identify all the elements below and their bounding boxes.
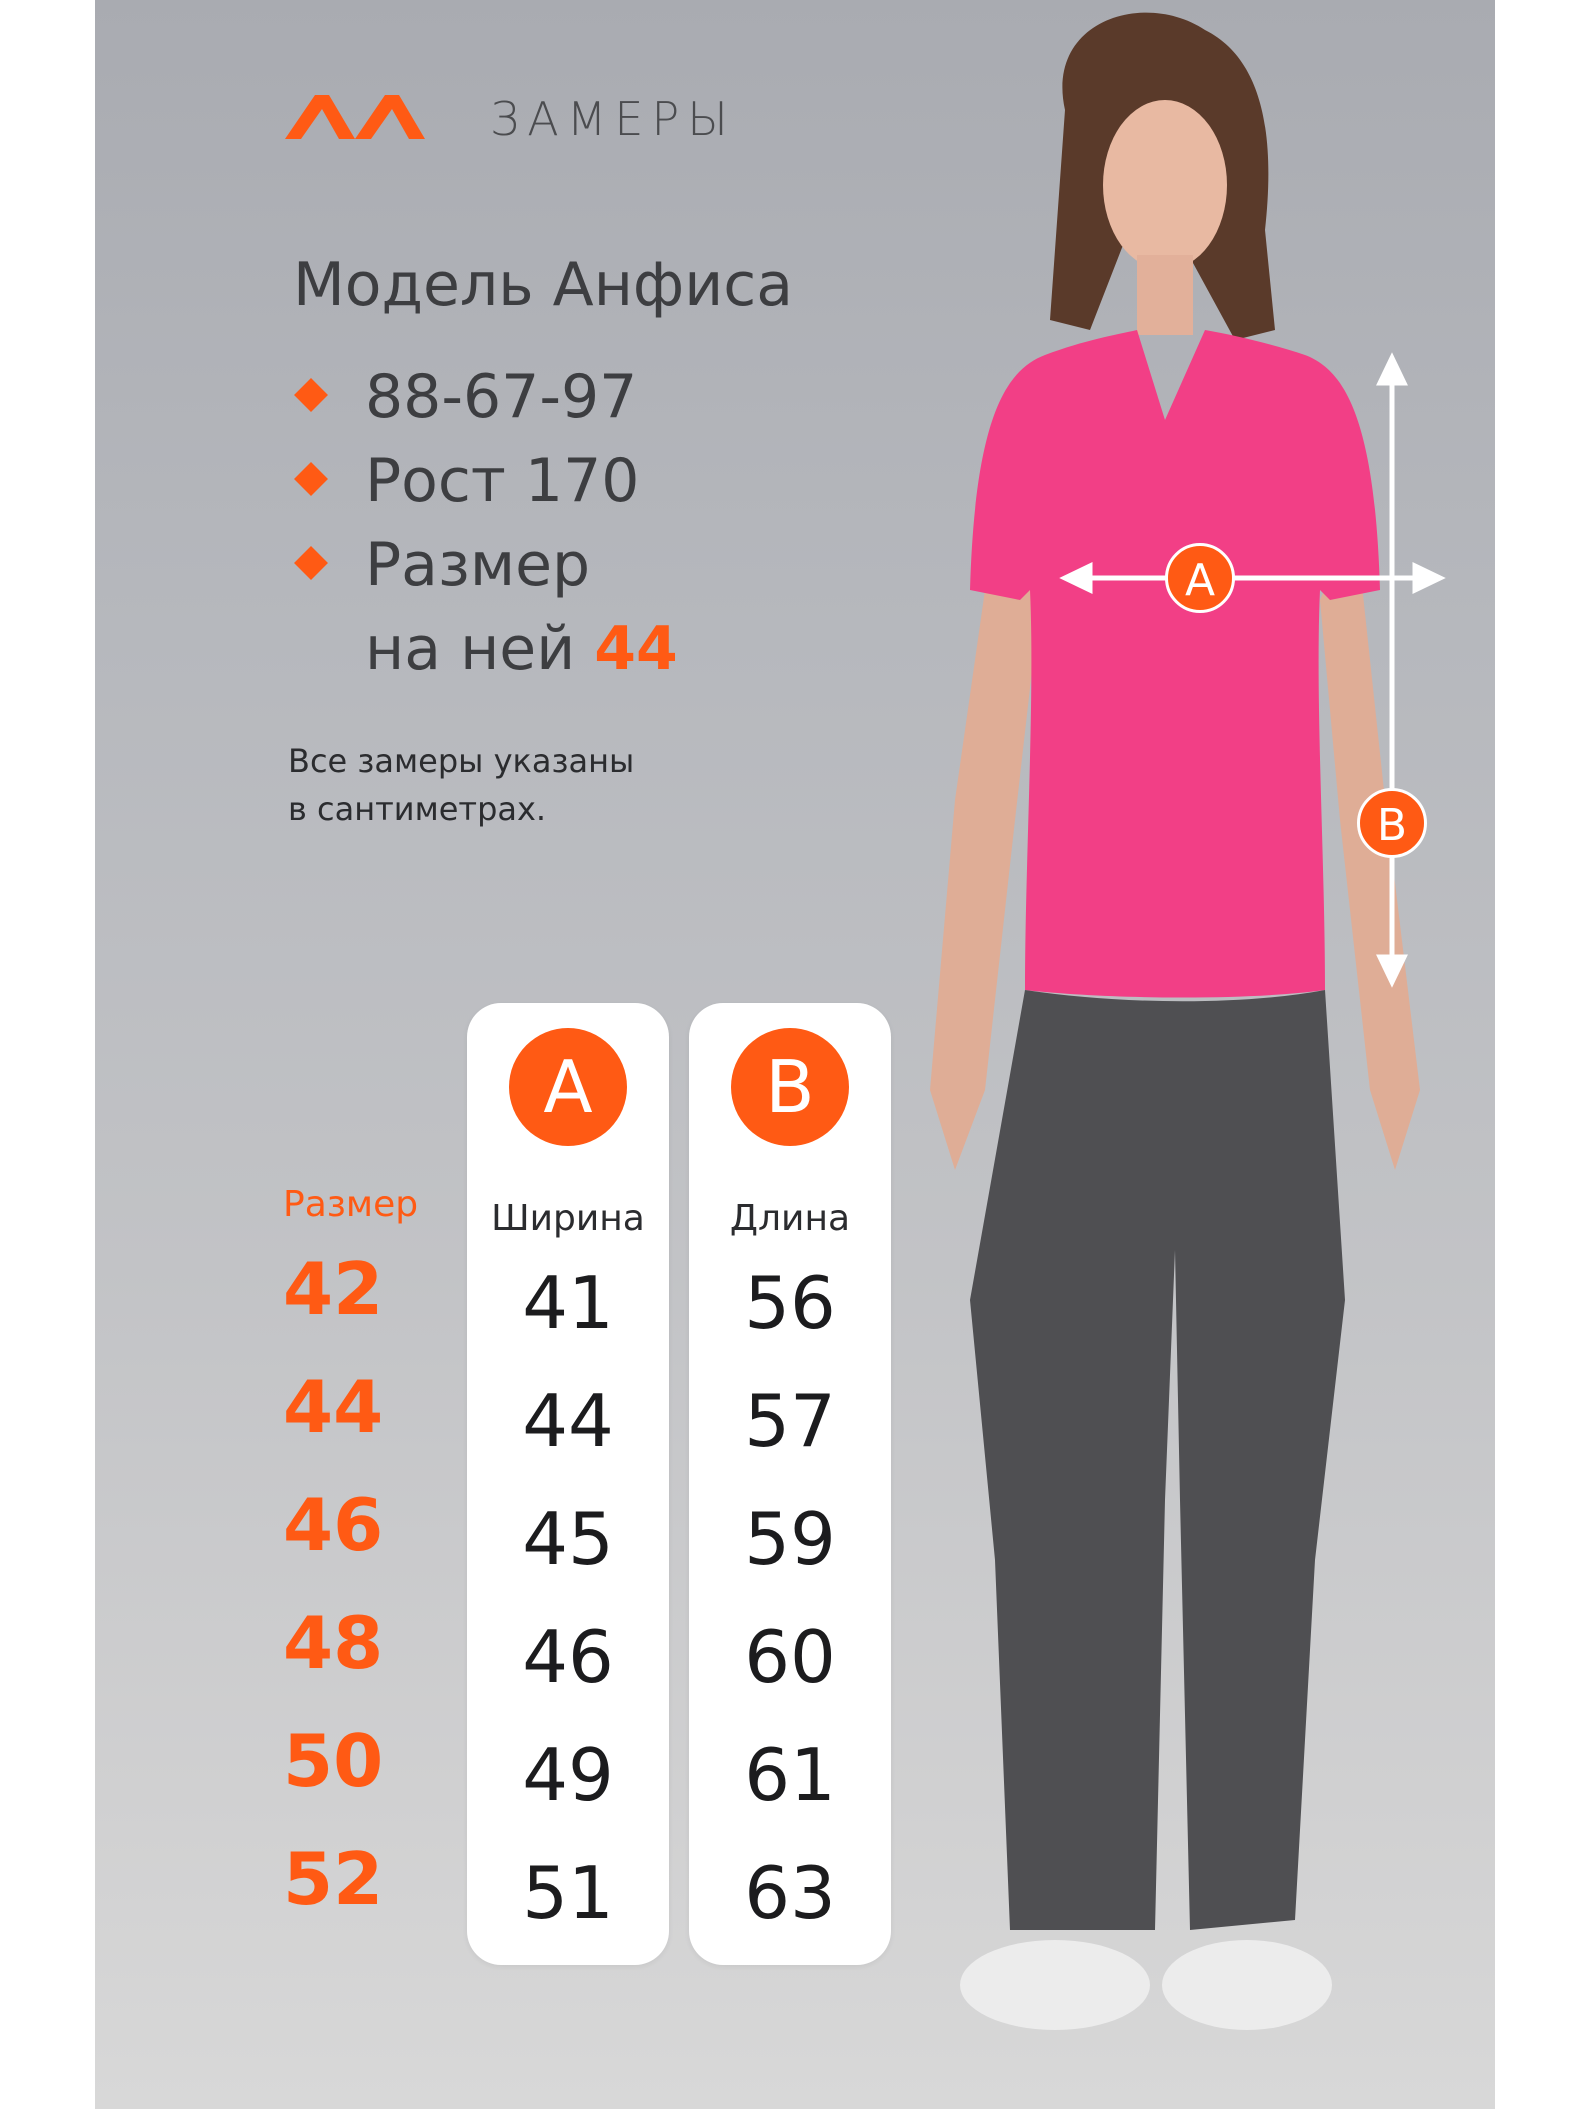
width-column bbox=[467, 1003, 669, 1965]
right-shoe-shape bbox=[1162, 1940, 1332, 2030]
width-value: 41 bbox=[522, 1261, 614, 1345]
diamond-bullet-icon bbox=[294, 378, 328, 412]
size-chart-card bbox=[95, 0, 1495, 2109]
size-value: 44 bbox=[283, 1365, 384, 1449]
length-value: 63 bbox=[744, 1851, 836, 1935]
size-value: 46 bbox=[283, 1483, 384, 1567]
marker-a: A bbox=[1165, 543, 1235, 613]
diamond-bullet-icon bbox=[294, 462, 328, 496]
model-name: Модель Анфиса bbox=[293, 250, 793, 320]
face-shape bbox=[1103, 100, 1227, 270]
size-value: 48 bbox=[283, 1601, 384, 1685]
length-value: 61 bbox=[744, 1733, 836, 1817]
model-params-list bbox=[293, 355, 678, 691]
model-height: Рост 170 bbox=[365, 446, 640, 516]
model-size-label: Размер bbox=[365, 530, 591, 600]
width-value: 45 bbox=[522, 1497, 614, 1581]
width-value: 44 bbox=[522, 1379, 614, 1463]
size-column bbox=[283, 1180, 418, 1938]
marker-b: B bbox=[1357, 788, 1427, 858]
brand-title: ЗАМЕРЫ bbox=[490, 92, 736, 146]
width-value: 49 bbox=[522, 1733, 614, 1817]
width-header: Ширина bbox=[491, 1198, 645, 1239]
jeans-shape bbox=[970, 990, 1345, 1930]
diamond-bullet-icon bbox=[294, 546, 328, 580]
length-column bbox=[689, 1003, 891, 1965]
size-header: Размер bbox=[283, 1184, 419, 1225]
units-note bbox=[288, 737, 634, 833]
length-value: 60 bbox=[744, 1615, 836, 1699]
size-value: 50 bbox=[283, 1719, 384, 1803]
width-value: 51 bbox=[522, 1851, 614, 1935]
model-size-value: 44 bbox=[594, 614, 678, 684]
list-item bbox=[293, 355, 678, 439]
length-value: 59 bbox=[744, 1497, 836, 1581]
units-note-line: в сантиметрах. bbox=[288, 790, 547, 828]
length-value: 57 bbox=[744, 1379, 836, 1463]
left-shoe-shape bbox=[960, 1940, 1150, 2030]
length-header: Длина bbox=[729, 1198, 851, 1239]
model-photo bbox=[875, 0, 1495, 2109]
neck-shape bbox=[1137, 255, 1193, 335]
model-size-prefix: на ней bbox=[365, 614, 576, 684]
size-value: 42 bbox=[283, 1247, 384, 1331]
list-item bbox=[293, 439, 678, 523]
length-value: 56 bbox=[744, 1261, 836, 1345]
model-measurements: 88-67-97 bbox=[365, 362, 638, 432]
width-value: 46 bbox=[522, 1615, 614, 1699]
badge-b: B bbox=[731, 1028, 849, 1146]
list-item bbox=[293, 523, 678, 691]
size-value: 52 bbox=[283, 1837, 384, 1921]
shirt-shape bbox=[970, 330, 1380, 998]
brand-logo-icon bbox=[285, 95, 425, 139]
badge-a: A bbox=[509, 1028, 627, 1146]
units-note-line: Все замеры указаны bbox=[288, 742, 635, 780]
